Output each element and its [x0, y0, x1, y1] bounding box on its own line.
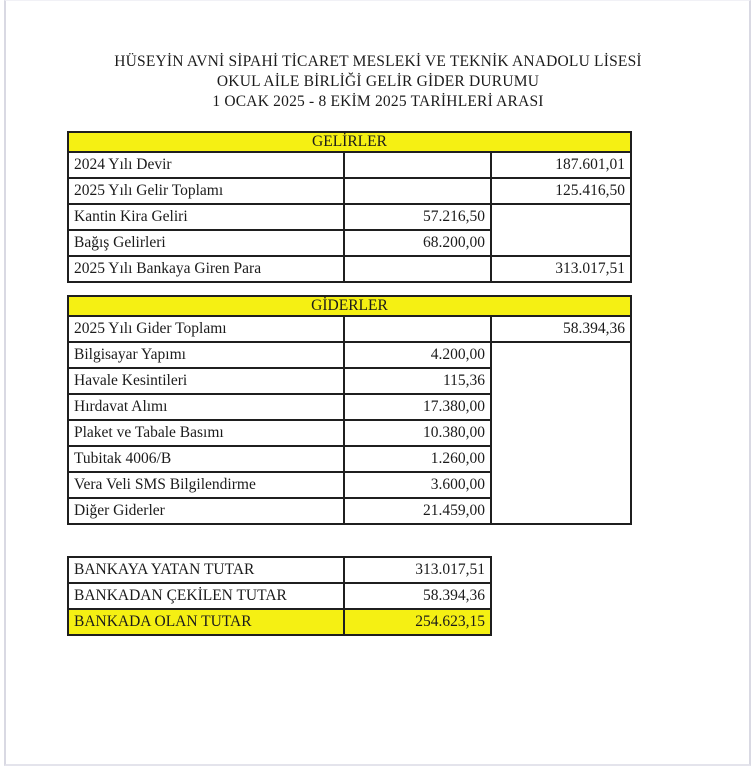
- total-cell: 313.017,51: [491, 256, 631, 282]
- row-label-cell: Diğer Giderler: [68, 498, 344, 524]
- total-cell: 187.601,01: [491, 152, 631, 178]
- income-section-title: GELİRLER: [68, 132, 631, 152]
- amount-cell: 313.017,51: [344, 557, 491, 583]
- amount-cell: [344, 152, 491, 178]
- row-label-cell: Bilgisayar Yapımı: [68, 342, 344, 368]
- amount-cell: [344, 178, 491, 204]
- amount-cell: 58.394,36: [344, 583, 491, 609]
- amount-cell: 254.623,15: [344, 609, 491, 635]
- table-row: [68, 152, 631, 178]
- row-label-cell: BANKAYA YATAN TUTAR: [68, 557, 344, 583]
- total-cell: 58.394,36: [491, 316, 631, 342]
- row-label-cell: Plaket ve Tabale Basımı: [68, 420, 344, 446]
- table-row: [68, 316, 631, 342]
- row-label-cell: 2025 Yılı Gider Toplamı: [68, 316, 344, 342]
- bank-summary-table: [67, 556, 492, 636]
- income-section-header-row: [68, 132, 631, 152]
- expenses-section-title: GİDERLER: [68, 296, 631, 316]
- amount-cell: 21.459,00: [344, 498, 491, 524]
- row-label-cell: 2024 Yılı Devir: [68, 152, 344, 178]
- merged-empty-cell: [491, 204, 631, 256]
- row-label-cell: Tubitak 4006/B: [68, 446, 344, 472]
- table-row: [68, 557, 491, 583]
- amount-cell: 68.200,00: [344, 230, 491, 256]
- row-label-cell: Hırdavat Alımı: [68, 394, 344, 420]
- table-row: [68, 256, 631, 282]
- table-row: [68, 204, 631, 230]
- merged-empty-cell: [491, 342, 631, 524]
- expenses-section-header-row: [68, 296, 631, 316]
- row-label-cell: BANKADA OLAN TUTAR: [68, 609, 344, 635]
- row-label-cell: Bağış Gelirleri: [68, 230, 344, 256]
- amount-cell: 57.216,50: [344, 204, 491, 230]
- table-row-highlighted: [68, 609, 491, 635]
- row-label-cell: Kantin Kira Geliri: [68, 204, 344, 230]
- table-row: [68, 583, 491, 609]
- expenses-table: [67, 295, 632, 525]
- row-label-cell: Havale Kesintileri: [68, 368, 344, 394]
- amount-cell: 4.200,00: [344, 342, 491, 368]
- amount-cell: 1.260,00: [344, 446, 491, 472]
- amount-cell: 17.380,00: [344, 394, 491, 420]
- row-label-cell: 2025 Yılı Gelir Toplamı: [68, 178, 344, 204]
- amount-cell: 115,36: [344, 368, 491, 394]
- amount-cell: [344, 316, 491, 342]
- row-label-cell: Vera Veli SMS Bilgilendirme: [68, 472, 344, 498]
- total-cell: 125.416,50: [491, 178, 631, 204]
- title-school-name: HÜSEYİN AVNİ SİPAHİ TİCARET MESLEKİ VE TEKNİK ANADOLU LİSESİ: [114, 53, 642, 70]
- amount-cell: 3.600,00: [344, 472, 491, 498]
- amount-cell: 10.380,00: [344, 420, 491, 446]
- income-table: [67, 131, 632, 283]
- document-title: [0, 0, 756, 112]
- title-report-name: OKUL AİLE BİRLİĞİ GELİR GİDER DURUMU: [216, 73, 540, 90]
- row-label-cell: 2025 Yılı Bankaya Giren Para: [68, 256, 344, 282]
- row-label-cell: BANKADAN ÇEKİLEN TUTAR: [68, 583, 344, 609]
- title-date-range: 1 OCAK 2025 - 8 EKİM 2025 TARİHLERİ ARASI: [212, 93, 544, 110]
- table-row: [68, 342, 631, 368]
- amount-cell: [344, 256, 491, 282]
- table-row: [68, 178, 631, 204]
